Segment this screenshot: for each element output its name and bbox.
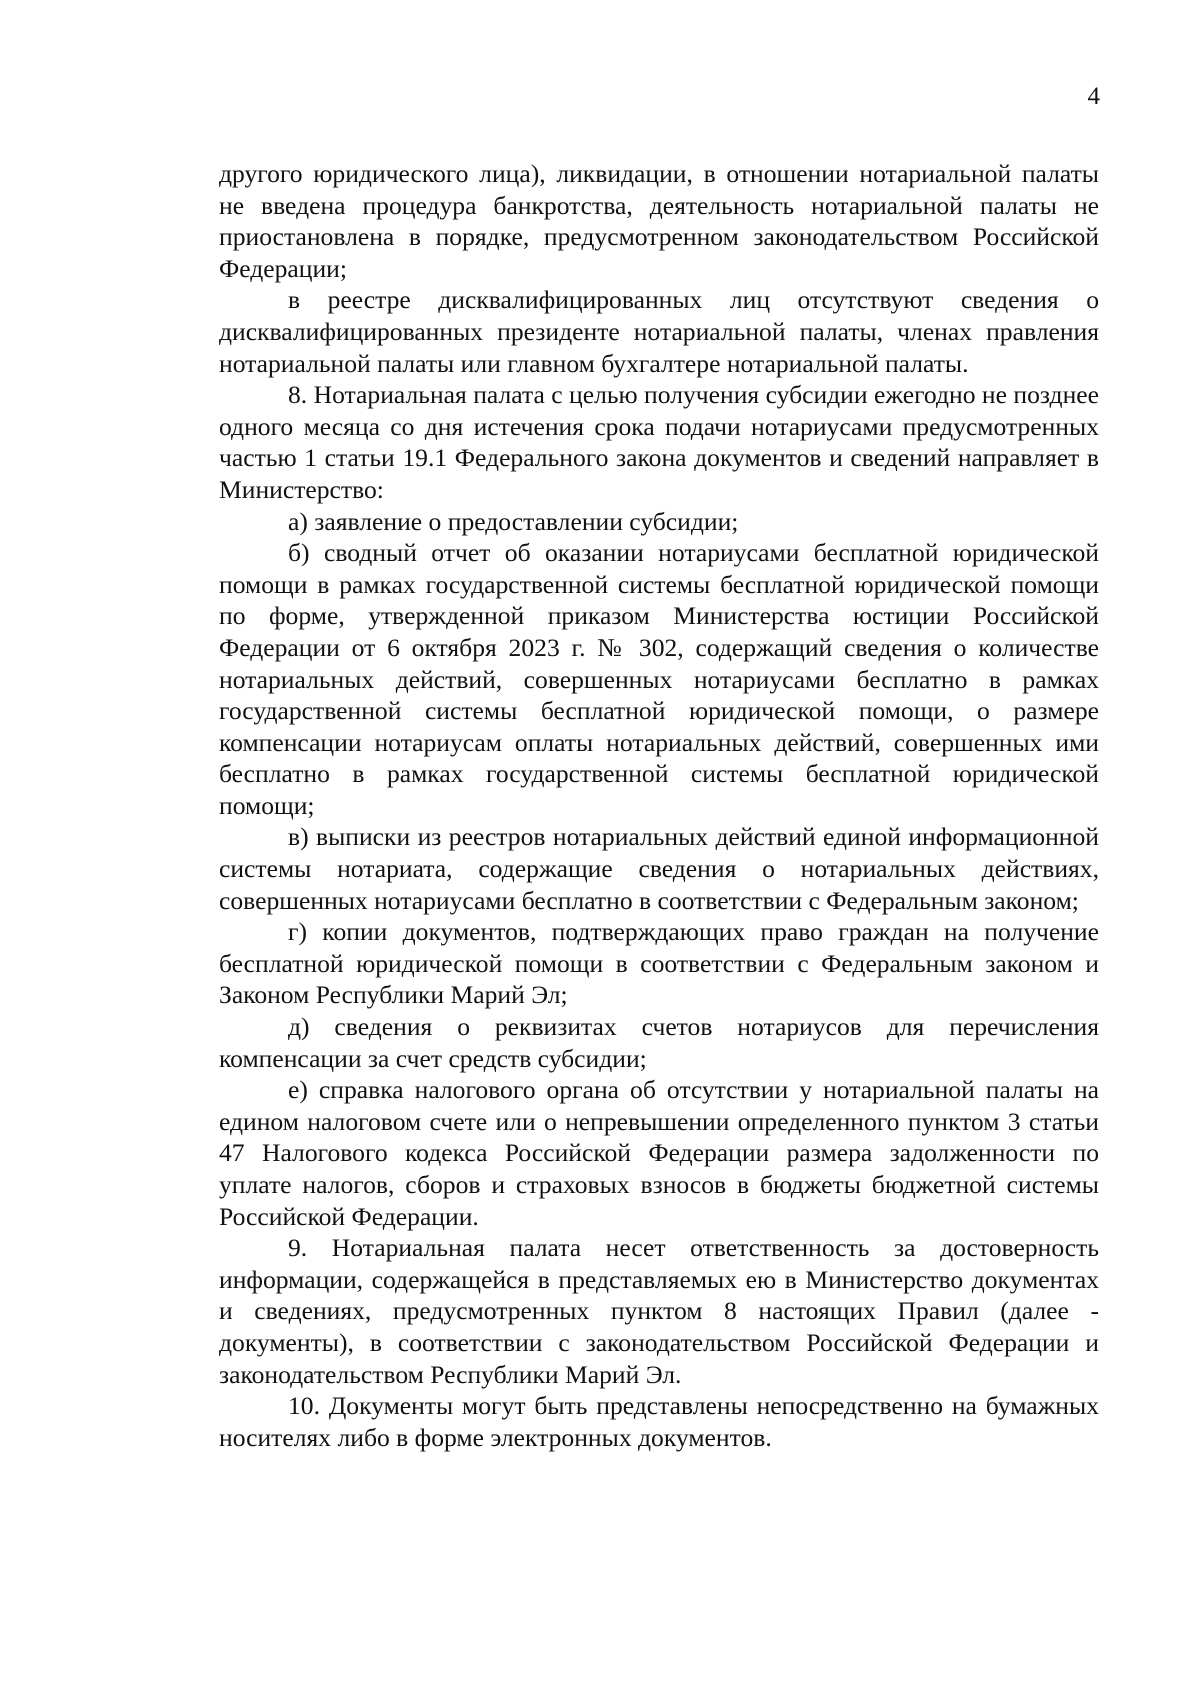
paragraph-item-8a: а) заявление о предоставлении субсидии; [288, 506, 739, 536]
paragraph-disqualified-persons: в реестре дисквалифицированных лиц отсутствуют сведения о дисквалифицированных президенте нотариальной палаты, членах правления нотариальной палаты или главном бухгалтере нотариальной палаты. [219, 285, 1099, 378]
paragraph-item-8d: д) сведения о реквизитах счетов нотариусов для перечисления компенсации за счет средств субсидии; [219, 1012, 1099, 1073]
paragraph-item-8b: б) сводный отчет об оказании нотариусами бесплатной юридической помощи в рамках государственной системы бесплатной юридической помощи по форме, утвержденной приказом Министерства юстиции Российской Федерации от 6 октября 2023 г. № 302, содержащий сведения о количестве нотариальных действий, совершенных нотариусами бесплатно в рамках государственной системы бесплатной юридической помощи, о размере компенсации нотариусам оплаты нотариальных действий, совершенных ими бесплатно в рамках государственной системы бесплатной юридической помощи; [219, 538, 1099, 820]
paragraph-continuation: другого юридического лица), ликвидации, в отношении нотариальной палаты не введена процедура банкротства, деятельность нотариальной палаты не приостановлена в порядке, предусмотренном законодательством Российской Федерации; [219, 159, 1099, 283]
paragraph-item-8g: г) копии документов, подтверждающих право граждан на получение бесплатной юридической помощи в соответствии с Федеральным законом и Законом Республики Марий Эл; [219, 917, 1099, 1010]
document-body [219, 158, 1099, 1453]
paragraph-item-8: 8. Нотариальная палата с целью получения субсидии ежегодно не позднее одного месяца со дня истечения срока подачи нотариусами предусмотренных частью 1 статьи 19.1 Федерального закона документов и сведений направляет в Министерство: [219, 380, 1099, 504]
page-number: 4 [1087, 83, 1100, 110]
paragraph-item-10: 10. Документы могут быть представлены непосредственно на бумажных носителях либо в форме электронных документов. [219, 1391, 1099, 1452]
paragraph-item-9: 9. Нотариальная палата несет ответственность за достоверность информации, содержащейся в представляемых ею в Министерство документах и сведениях, предусмотренных пунктом 8 настоящих Правил (далее - документы), в соответствии с законодательством Российской Федерации и законодательством Республики Марий Эл. [219, 1233, 1099, 1389]
paragraph-item-8e: е) справка налогового органа об отсутствии у нотариальной палаты на едином налоговом счете или о непревышении определенного пунктом 3 статьи 47 Налогового кодекса Российской Федерации размера задолженности по уплате налогов, сборов и страховых взносов в бюджеты бюджетной системы Российской Федерации. [219, 1075, 1099, 1231]
paragraph-item-8v: в) выписки из реестров нотариальных действий единой информационной системы нотариата, содержащие сведения о нотариальных действиях, совершенных нотариусами бесплатно в соответствии с Федеральным законом; [219, 822, 1099, 915]
